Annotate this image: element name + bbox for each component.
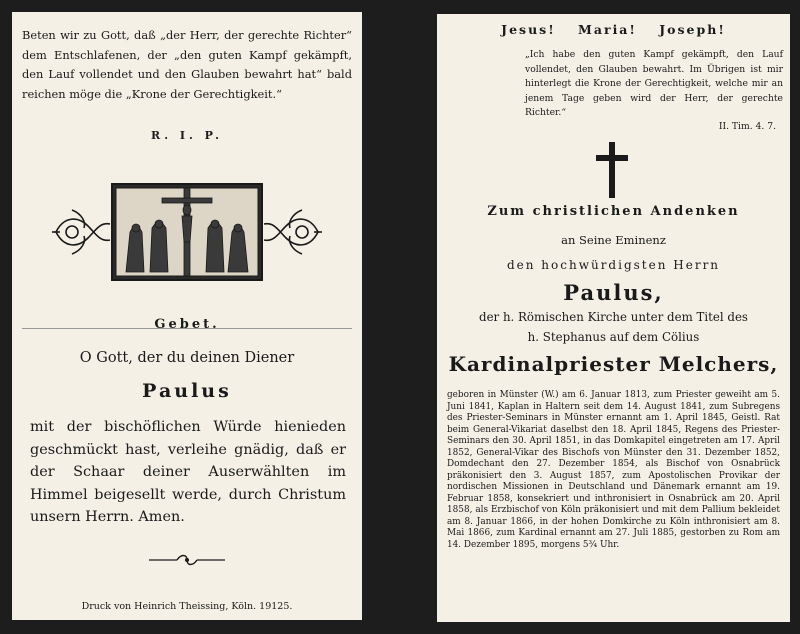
- left-intro-text: Beten wir zu Gott, daß „der Herr, der gerechte Richter“ dem Entschlafenen, der „den guten Kampf gekämpft, den Lauf vollendet und den Glauben bewahrt hat“ bald reichen möge die „Krone der Gerechtigkeit.“: [22, 28, 352, 101]
- divider-flourish: [147, 552, 227, 568]
- scripture-quote: „Ich habe den guten Kampf gekämpft, den Lauf vollendet, den Glauben bewahrt. Im Übrigen ist mir hinterlegt die Krone der Gerechtigkeit, welche mir an jenem Tage geben wird der Herr, der gerechte Richter.“: [525, 49, 783, 118]
- prayer-body: mit der bischöflichen Würde hienieden geschmückt hast, verleihe gnädig, daß er der Schaar deiner Auserwählten im Himmel beigesellt werde, durch Christum unsern Herrn. Amen.: [30, 419, 346, 525]
- holy-names-header: Jesus! Maria! Joseph!: [501, 22, 726, 37]
- prayer-line-1: O Gott, der du deinen Diener: [79, 350, 295, 366]
- title-line-2: h. Stephanus auf dem Cölius: [527, 330, 700, 344]
- scripture-reference: II. Tim. 4. 7.: [718, 121, 776, 132]
- crucifixion-engraving: [12, 172, 362, 292]
- left-card: [12, 12, 362, 620]
- cardinal-title: Kardinalpriester Melchers,: [448, 352, 779, 376]
- right-flourish-ornament: [264, 210, 322, 254]
- prayer-heading: Gebet.: [154, 317, 220, 332]
- deceased-name-left: Paulus: [142, 380, 232, 402]
- cross-icon: [592, 142, 632, 198]
- right-card: [437, 14, 790, 622]
- printer-credit: Druck von Heinrich Theissing, Köln. 19125.: [81, 601, 293, 612]
- deceased-name-right: Paulus,: [563, 280, 664, 305]
- memorial-heading: Zum christlichen Andenken: [487, 204, 740, 219]
- seine-eminenz-line: an Seine Eminenz: [561, 233, 666, 247]
- left-flourish-ornament: [52, 210, 110, 254]
- biography-text: geboren in Münster (W.) am 6. Januar 1813, zum Priester geweiht am 5. Juni 1841, Kaplan in Haltern seit dem 14. August 1841, zum Subregens des Priester-Seminars in Münster ernannt am 1. April 1845, Geistl. Rat beim General-Vikariat daselbst den 18. April 1845, Regens des Priester-Seminars den 30. April 1851, in das Domkapitel eingetreten am 17. April 1852, General-Vikar des Bischofs von Münster den 31. Dezember 1852, Domdechant den 27. Dezember 1854, als Bischof von Osnabrück präkonisiert den 3. August 1857, zum Apostolischen Provikar der nordischen Missionen in Deutschland und Dänemark ernannt am 19. Februar 1858, konsekriert und inthronisiert in Osnabrück am 20. April 1858, als Erzbischof von Köln präkonisiert und mit dem Pallium bekleidet am 8. Januar 1866, in der hohen Domkirche zu Köln inthronisiert am 8. Mai 1866, zum Kardinal ernannt am 27. Juli 1885, gestorben zu Rom am 14. Dezember 1895, morgens 5¾ Uhr.: [447, 390, 780, 550]
- title-line-1: der h. Römischen Kirche unter dem Titel des: [479, 310, 748, 324]
- rip-text: R. I. P.: [151, 129, 223, 142]
- herrn-line: den hochwürdigsten Herrn: [506, 258, 721, 272]
